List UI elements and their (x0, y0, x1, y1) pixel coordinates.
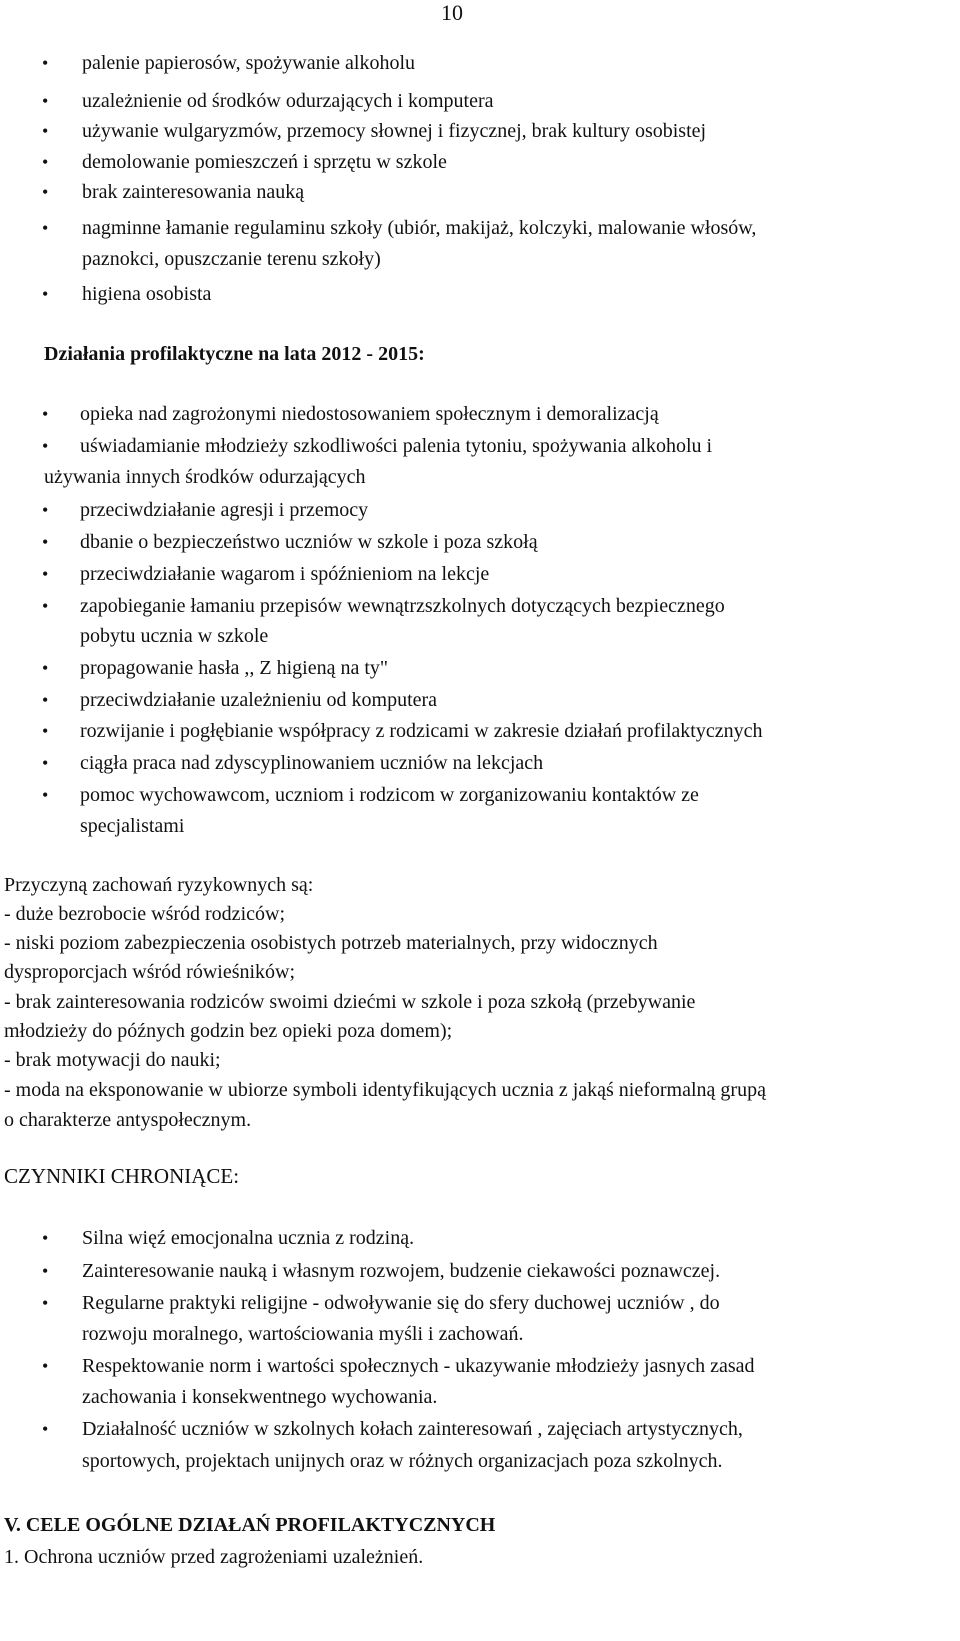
bullet-icon: • (42, 658, 49, 678)
bullet-icon: • (42, 121, 49, 141)
bullet-icon: • (42, 1356, 49, 1376)
list-item: • brak zainteresowania nauką (42, 181, 305, 203)
list-item: • Respektowanie norm i wartości społecznych - ukazywanie młodzieży jasnych zasad (42, 1355, 755, 1377)
list-item-continuation: sportowych, projektach unijnych oraz w różnych organizacjach poza szkolnych. (82, 1450, 723, 1472)
bullet-icon: • (42, 500, 49, 520)
bullet-icon: • (42, 404, 49, 424)
list-item: • rozwijanie i pogłębianie współpracy z rodzicami w zakresie działań profilaktycznych (42, 720, 763, 742)
bullet-icon: • (42, 1293, 49, 1313)
list-item-continuation: pobytu ucznia w szkole (80, 625, 269, 647)
bullet-icon: • (42, 1419, 49, 1439)
paragraph-line: młodzieży do późnych godzin bez opieki poza domem); (4, 1020, 453, 1042)
list-item: • zapobieganie łamaniu przepisów wewnątrzszkolnych dotyczących bezpiecznego (42, 595, 725, 617)
list-item: • przeciwdziałanie agresji i przemocy (42, 499, 369, 521)
bullet-icon: • (42, 753, 49, 773)
paragraph-line: o charakterze antyspołecznym. (4, 1109, 252, 1131)
list-item: • uzależnienie od środków odurzających i komputera (42, 90, 494, 112)
bullet-icon: • (42, 53, 49, 73)
list-item: • pomoc wychowawcom, uczniom i rodzicom w zorganizowaniu kontaktów ze (42, 784, 699, 806)
bullet-icon: • (42, 1228, 49, 1248)
list-item: • Silna więź emocjonalna ucznia z rodziną. (42, 1227, 415, 1249)
list-item: • propagowanie hasła ,, Z higieną na ty" (42, 657, 389, 679)
paragraph-line: - moda na eksponowanie w ubiorze symboli identyfikujących ucznia z jakąś nieformalną grupą (4, 1079, 766, 1101)
list-item: • palenie papierosów, spożywanie alkoholu (42, 52, 416, 74)
list-item: • przeciwdziałanie uzależnieniu od komputera (42, 689, 438, 711)
list-item: • opieka nad zagrożonymi niedostosowaniem społecznym i demoralizacją (42, 403, 659, 425)
bullet-icon: • (42, 532, 49, 552)
list-item-continuation: specjalistami (80, 815, 185, 837)
list-item: • dbanie o bezpieczeństwo uczniów w szkole i poza szkołą (42, 531, 538, 553)
list-item: • przeciwdziałanie wagarom i spóźnieniom na lekcje (42, 563, 490, 585)
list-item: • higiena osobista (42, 283, 212, 305)
bullet-icon: • (42, 785, 49, 805)
list-item: • ciągła praca nad zdyscyplinowaniem uczniów na lekcjach (42, 752, 544, 774)
bullet-icon: • (42, 596, 49, 616)
bullet-icon: • (42, 564, 49, 584)
list-item: • Działalność uczniów w szkolnych kołach zainteresowań , zajęciach artystycznych, (42, 1418, 743, 1440)
section-heading-czynniki: CZYNNIKI CHRONIĄCE: (4, 1164, 240, 1188)
numbered-item: 1. Ochrona uczniów przed zagrożeniami uzależnień. (4, 1546, 424, 1568)
list-item-continuation: paznokci, opuszczanie terenu szkoły) (82, 248, 381, 270)
list-item: • Regularne praktyki religijne - odwoływanie się do sfery duchowej uczniów , do (42, 1292, 720, 1314)
paragraph-line: Przyczyną zachowań ryzykownych są: (4, 874, 314, 896)
bullet-icon: • (42, 690, 49, 710)
paragraph-line: - brak motywacji do nauki; (4, 1049, 221, 1071)
list-item-continuation: używania innych środków odurzających (44, 466, 366, 488)
page-number: 10 (441, 0, 463, 25)
bullet-icon: • (42, 436, 49, 456)
section-heading-cele: V. CELE OGÓLNE DZIAŁAŃ PROFILAKTYCZNYCH (4, 1514, 496, 1536)
list-item: • nagminne łamanie regulaminu szkoły (ubiór, makijaż, kolczyki, malowanie włosów, (42, 217, 757, 239)
list-item: • uświadamianie młodzieży szkodliwości palenia tytoniu, spożywania alkoholu i (42, 435, 713, 457)
paragraph-line: - brak zainteresowania rodziców swoimi dziećmi w szkole i poza szkołą (przebywanie (4, 991, 696, 1013)
list-item: • demolowanie pomieszczeń i sprzętu w szkole (42, 151, 447, 173)
paragraph-line: dysproporcjach wśród rówieśników; (4, 961, 296, 983)
list-item: • Zainteresowanie nauką i własnym rozwojem, budzenie ciekawości poznawczej. (42, 1260, 721, 1282)
bullet-icon: • (42, 218, 49, 238)
list-item-continuation: zachowania i konsekwentnego wychowania. (82, 1386, 438, 1408)
list-item: • używanie wulgaryzmów, przemocy słownej i fizycznej, brak kultury osobistej (42, 120, 707, 142)
paragraph-line: - niski poziom zabezpieczenia osobistych potrzeb materialnych, przy widocznych (4, 932, 658, 954)
bullet-icon: • (42, 721, 49, 741)
bullet-icon: • (42, 1261, 49, 1281)
bullet-icon: • (42, 182, 49, 202)
bullet-icon: • (42, 91, 49, 111)
bullet-icon: • (42, 152, 49, 172)
paragraph-line: - duże bezrobocie wśród rodziców; (4, 903, 285, 925)
list-item-continuation: rozwoju moralnego, wartościowania myśli i zachowań. (82, 1323, 524, 1345)
bullet-icon: • (42, 284, 49, 304)
section-heading-dzialania: Działania profilaktyczne na lata 2012 - 2015: (44, 343, 425, 365)
